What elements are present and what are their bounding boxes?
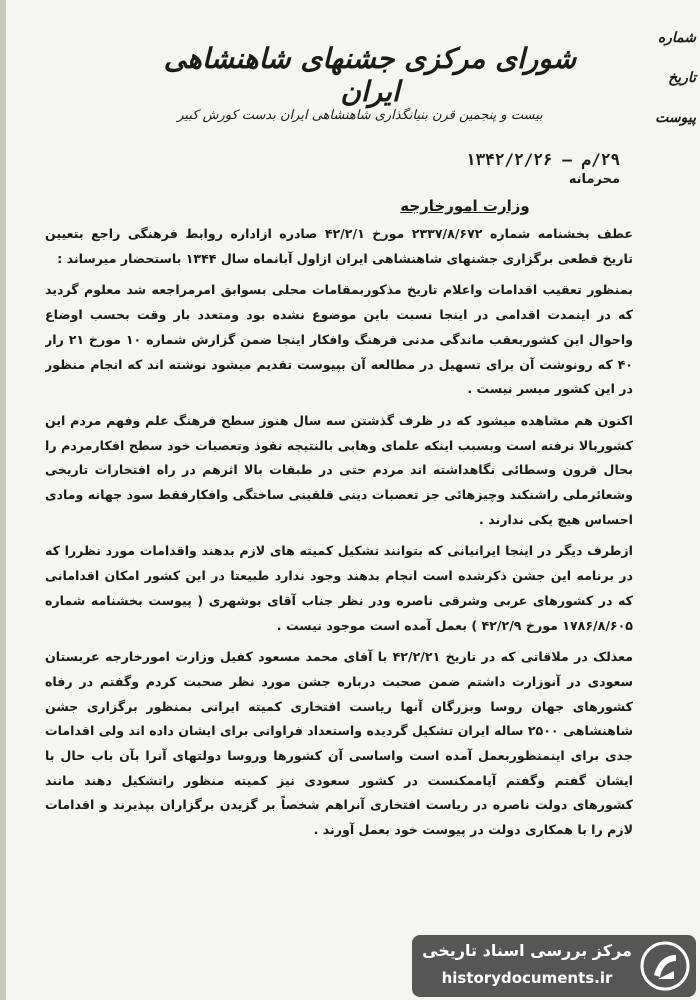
attachment-label: پیوست: [655, 110, 696, 126]
letterhead-title: شورای مرکزی جشنهای شاهنشاهی ایران: [163, 42, 577, 108]
watermark: [412, 935, 696, 997]
paragraph-3: اکنون هم مشاهده میشود که در ظرف گذشتن سه سال هنوز سطح فرهنگ علم وفهم مردم این کشوربالا نرفته است وبسبب اینکه علمای وهابی بالنتیجه نفوذ وتعصبات خود سطح افکارمردم را بحال قرون وسطائی نگاهداشته اند مردم حتی در طبقات بالا اثرهم در راه افتخارات تاریخی وشعائرملی راشنکند وچیزهائی جز تعصبات دینی قلقینی ساختگی وافکارفقط سود جهانه ومادی احساس هیچ یکی ندارند .: [45, 412, 633, 527]
letter-body: [45, 222, 633, 942]
addressee: وزارت امورخارجه: [400, 197, 530, 215]
meta-labels: [648, 30, 696, 126]
watermark-title: مرکز بررسی اسناد تاریخی: [422, 941, 632, 960]
watermark-url[interactable]: historydocuments.ir: [441, 969, 613, 987]
scan-edge: [0, 0, 6, 1000]
scroll-logo-icon: [640, 941, 690, 991]
letterhead-subtitle: بیست و پنجمین قرن بنیانگذاری شاهنشاهی ایران بدست کورش کبیر: [177, 108, 543, 123]
paragraph-2: بمنظور تعقیب اقدامات واعلام تاریخ مذکوربمقامات محلی بسوابق امرمراجعه شد معلوم گردید که در اینمدت اقدامی در اینجا نسبت باین موضوع نشده بود ومتعدد بار وقت بحسب اوضاع واحوال این کشوربعقب ماندگی مدنی فرهنگ وافکار اینجا ضمن گزارش شماره ۱۰ مورخ ۲۱ رار ۴۰ که رونوشت آن برای تسهیل در مطالعه آن بپیوست تقدیم میشود نوشته اند که انجام منظور در این کشور میسر نیست .: [45, 282, 633, 397]
paragraph-4: ازطرف دیگر در اینجا ایرانیانی که بتوانند تشکیل کمیته های لازم بدهند واقدامات مورد نظررا که در برنامه این جشن ذکرشده است انجام بدهند وجود ندارد طبیعتا در این کشور امکان اقدامانی که در کشورهای عربی وشرقی ناصره ودر نظر جناب آقای بوشهری ( پیوست بخشنامه شماره ۱۷۸۶/۸/۶۰۵ مورخ ۴۲/۲/۹ ) بعمل آمده است موجود نیست .: [45, 543, 633, 633]
paragraph-1: عطف بخشنامه شماره ۲۳۳۷/۸/۶۷۲ مورخ ۴۲/۲/۱ صادره ازاداره روابط فرهنگی راجع بتعیین تاریخ قطعی برگزاری جشنهای شاهنشاهی ایران ازاول آبانماه سال ۱۳۴۴ باستحضار میرساند :: [45, 226, 633, 266]
reference-number: ۲۹/م — ۱۳۴۲/۲/۲۶: [465, 150, 620, 169]
paragraph-5: معذلک در ملاقاتی که در تاریخ ۴۲/۲/۲۱ با آقای محمد مسعود کفیل وزارت امورخارجه عربستان سعودی در آنوزارت داشتم ضمن صحبت درباره جشن مورد نظر صحبت کردم وگفتم در رفاه کشورهای جهان روسا وبزرگان آنها ریاست افتخاری کمیته ایرانی بمنظور برگزاری جشن شاهنشاهی ۲۵۰۰ ساله ایران تشکیل گردیده واستعداد فراوانی برای ایشان داده اند ولی اقدامات جدی برای اینمنظوربعمل آمده است واساسی آن کشورها وروسا دولتهای آنرا بآن باب حال با ایشان گفتم وگفتم آیاممکنست در کشور سعودی نیز کمیته منظور راتشکیل دهند مانند کشورهای دولت ناصره در ریاست افتخاری آنراهم شخصاً بر گزیدن برگزاران بپذیرند و اقدامات لازم را با همکاری دولت در پیوست خود بعمل آورند .: [45, 649, 633, 838]
confidentiality-mark: محرمانه: [568, 172, 620, 187]
date-label: تاریخ: [668, 70, 696, 86]
number-label: شماره: [657, 30, 696, 46]
